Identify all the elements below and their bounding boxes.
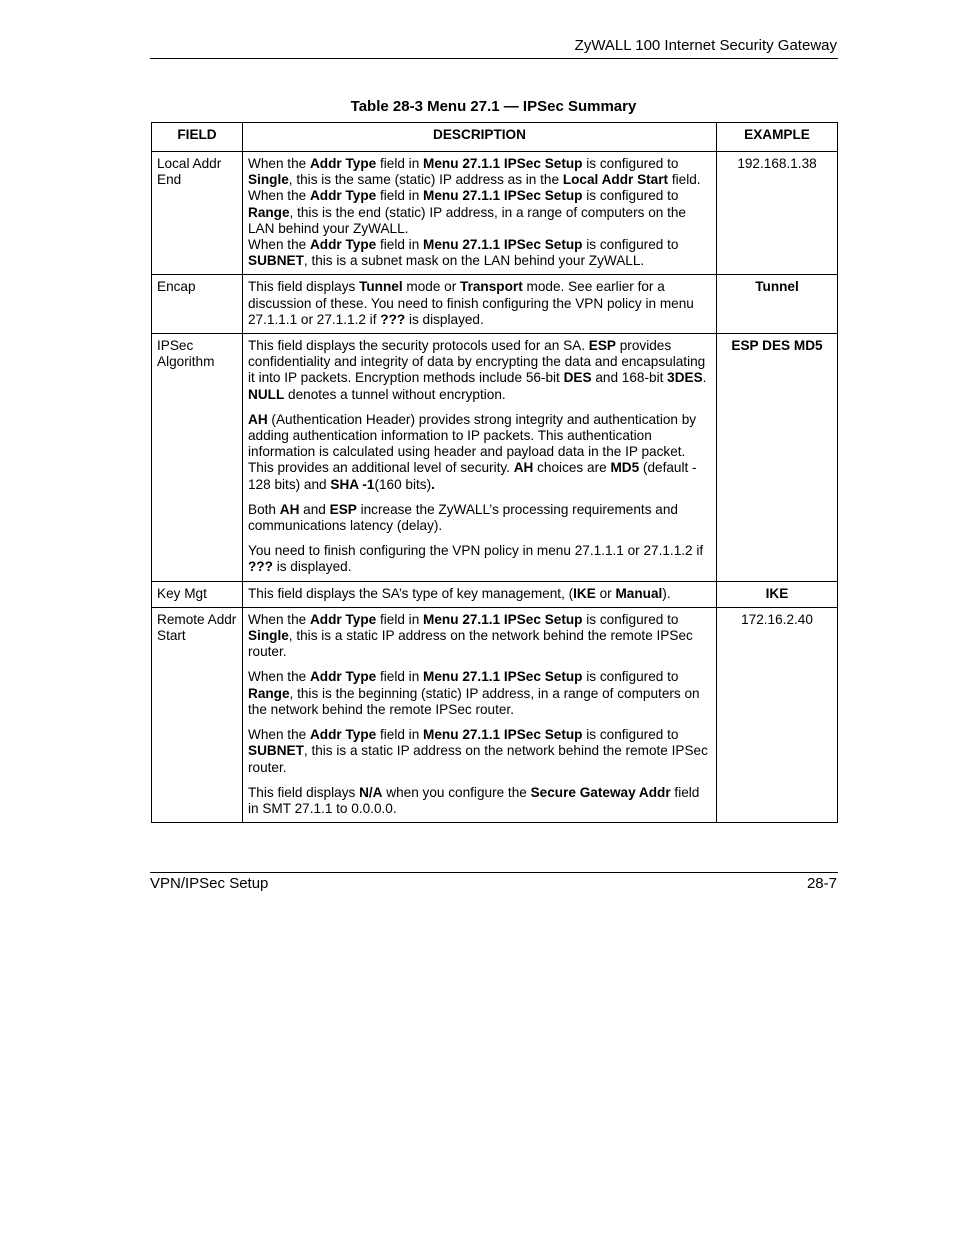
footer-rule [150,872,838,873]
bold-term: ??? [380,311,406,327]
description-cell [243,152,717,275]
description-paragraph [248,502,711,534]
running-header: ZyWALL 100 Internet Security Gateway [574,37,837,54]
bold-term: N/A [359,784,383,800]
field-name-cell: Encap [152,275,243,334]
text-run: , this is the beginning (static) IP address, in a range of computers on the network behind the remote IPSec router. [248,685,700,717]
table-row [152,152,838,275]
bold-term: Single [248,628,289,644]
text-run: This field displays the security protocols used for an SA. [248,338,589,354]
text-run: When the [248,237,310,253]
text-run: This field displays [248,784,360,800]
description-paragraph [248,188,711,237]
bold-term: Range [248,685,290,701]
text-run: is configured to [582,156,679,171]
field-name-cell: Key Mgt [152,581,243,607]
text-run: , this is a static IP address on the network behind the remote IPSec router. [248,743,708,775]
text-run: field in [376,727,424,743]
description-paragraph [248,338,711,403]
text-run: , this is the end (static) IP address, in a range of computers on the LAN behind your ZyWALL. [248,204,686,236]
text-run: choices are [533,460,611,476]
bold-term: Addr Type [309,237,377,253]
text-run: field. [668,172,701,188]
example-cell: ESP DES MD5 [717,334,838,582]
bold-term: ??? [248,559,273,575]
text-run: increase the ZyWALL’s processing requirements and communications latency (delay). [248,501,678,534]
bold-term: . [431,476,435,492]
text-run: is configured to [582,611,679,627]
bold-term: AH [513,460,534,476]
description-paragraph [248,237,711,269]
description-cell [243,334,717,582]
bold-term: Range [248,204,290,220]
text-run: , this is a static IP address on the network behind the remote IPSec router. [248,628,693,660]
description-paragraph [248,612,711,661]
text-run: field in SMT 27.1.1 to 0.0.0.0. [248,784,700,816]
text-run: or [595,585,616,601]
column-header-example: EXAMPLE [717,123,838,152]
text-run: field in [376,156,424,171]
table-row [152,607,838,822]
text-run: When the [248,669,310,685]
description-cell [243,581,717,607]
bold-term: MD5 [610,460,640,476]
example-cell: 192.168.1.38 [717,152,838,275]
text-run: field in [376,188,424,204]
bold-term: 3DES [667,370,703,386]
text-run: is configured to [582,669,679,685]
text-run: You need to finish configuring the VPN policy in menu 27.1.1.1 or 27.1.1.2 if [248,543,704,559]
text-run: ). [662,585,671,601]
field-name-cell: Remote Addr Start [152,607,243,822]
description-paragraph [248,279,711,328]
text-run: is configured to [582,188,679,204]
column-header-field: FIELD [152,123,243,152]
bold-term: Menu 27.1.1 IPSec Setup [423,237,583,253]
bold-term: ESP [588,338,616,354]
description-paragraph [248,669,711,718]
text-run: and [299,501,330,517]
text-run: mode. See earlier for a discussion of these. You need to finish configuring the VPN policy in menu 27.1.1.1 or 27.1.1.2 if [248,279,694,327]
description-paragraph [248,727,711,776]
bold-term: ESP [329,501,357,517]
bold-term: Menu 27.1.1 IPSec Setup [423,611,583,627]
description-cell [243,607,717,822]
text-run: , this is a subnet mask on the LAN behind your ZyWALL. [303,253,645,269]
bold-term: SHA -1 [330,476,375,492]
footer-page-number: 28-7 [806,875,837,892]
table-body [152,152,838,823]
bold-term: Single [248,172,289,188]
bold-term: Addr Type [309,727,377,743]
text-run: when you configure the [382,784,531,800]
field-name-cell: Local Addr End [152,152,243,275]
bold-term: AH [248,411,268,427]
bold-term: Menu 27.1.1 IPSec Setup [423,188,583,204]
table-header-row [152,123,838,152]
bold-term: Menu 27.1.1 IPSec Setup [423,156,583,171]
table-row [152,581,838,607]
table-row [152,334,838,582]
text-run: is displayed. [405,311,484,327]
text-run: is configured to [582,237,679,253]
bold-term: SUBNET [248,743,304,759]
description-paragraph [248,412,711,493]
description-paragraph [248,586,711,602]
description-paragraph [248,156,711,188]
text-run: mode or [402,279,461,295]
ipsec-summary-table [151,122,838,823]
footer-section-title: VPN/IPSec Setup [150,875,269,892]
text-run: is displayed. [272,559,352,575]
example-cell: 172.16.2.40 [717,607,838,822]
text-run: When the [248,188,310,204]
example-cell: Tunnel [717,275,838,334]
text-run: When the [248,727,310,743]
bold-term: Addr Type [309,669,377,685]
column-header-description: DESCRIPTION [243,123,717,152]
bold-term: Menu 27.1.1 IPSec Setup [423,727,583,743]
text-run: field in [376,237,424,253]
table-caption: Table 28-3 Menu 27.1 — IPSec Summary [350,98,637,115]
text-run: and 168-bit [591,370,668,386]
text-run: (default - 128 bits) and [248,460,697,492]
text-run: . [702,370,707,386]
text-run: is configured to [582,727,679,743]
description-paragraph [248,785,711,817]
text-run: When the [248,156,310,171]
bold-term: Addr Type [309,611,377,627]
text-run: , this is the same (static) IP address as in the [288,172,563,188]
description-cell [243,275,717,334]
text-run: provides confidentiality and integrity of data by encrypting the data and encapsulating it into IP packets. Encryption methods include 56-bit [248,338,706,386]
bold-term: Tunnel [359,279,403,295]
bold-term: NULL [248,386,285,402]
bold-term: DES [563,370,592,386]
bold-term: Addr Type [309,156,377,171]
text-run: This field displays [248,279,360,295]
text-run: This field displays the SA’s type of key management, ( [248,585,574,601]
text-run: When the [248,611,310,627]
bold-term: SUBNET [248,253,304,269]
text-run: Both [248,501,280,517]
text-run: field in [376,611,424,627]
text-run: (160 bits) [374,476,432,492]
bold-term: Local Addr Start [562,172,669,188]
header-rule [150,58,838,59]
description-paragraph [248,543,711,575]
table-row [152,275,838,334]
bold-term: Transport [460,279,523,295]
bold-term: AH [279,501,300,517]
text-run: (Authentication Header) provides strong integrity and authentication by adding authentication information to IP packets. This authentication information is calculated using header and payload data in the IP packet. This provides an additional level of security. [248,411,697,476]
text-run: denotes a tunnel without encryption. [284,386,506,402]
bold-term: Menu 27.1.1 IPSec Setup [423,669,583,685]
example-cell: IKE [717,581,838,607]
field-name-cell: IPSec Algorithm [152,334,243,582]
bold-term: Secure Gateway Addr [530,784,671,800]
text-run: field in [376,669,424,685]
bold-term: Manual [615,585,663,601]
bold-term: Addr Type [309,188,377,204]
bold-term: IKE [573,585,596,601]
